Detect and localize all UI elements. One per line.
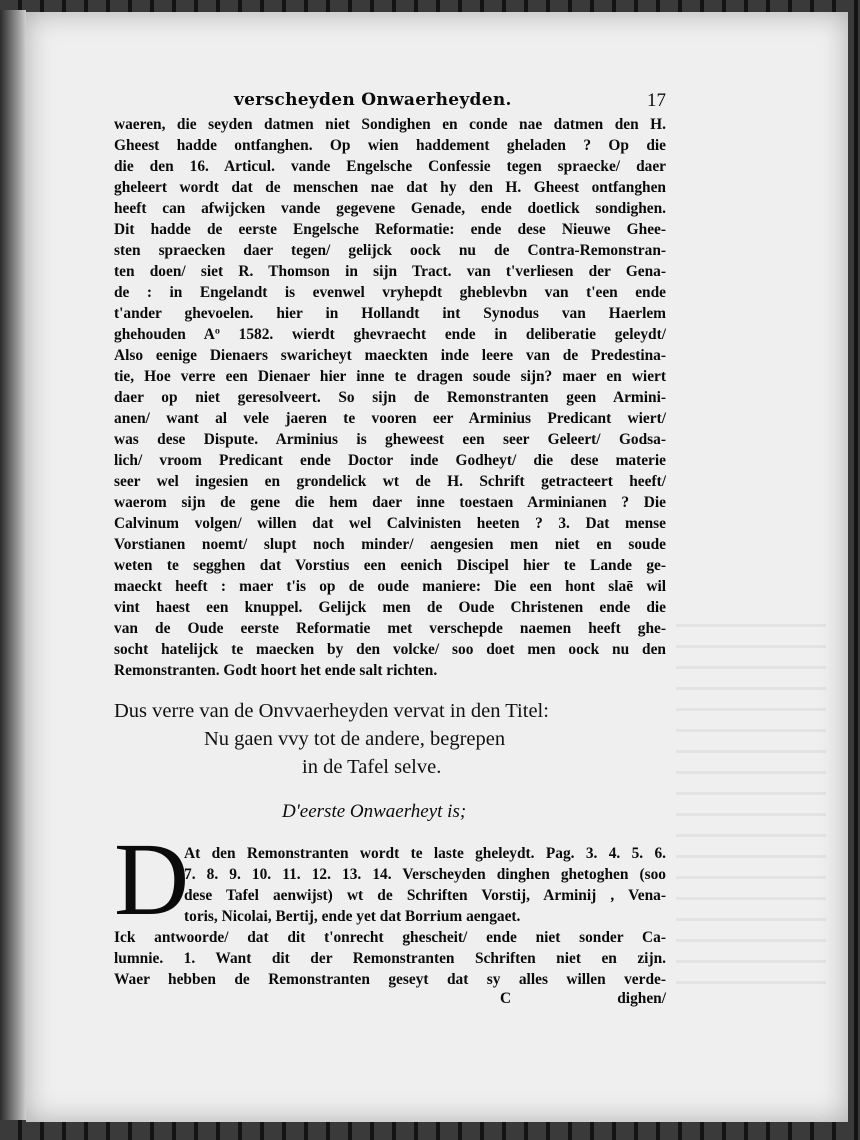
running-head [114, 90, 666, 112]
text-line: anen/ want al vele jaeren te vooren eer Arminius Predicant wiert/ [114, 410, 666, 427]
summary-line: in de Tafel selve. [302, 756, 442, 778]
text-line: Remonstranten. Godt hoort het ende salt richten. [114, 662, 438, 679]
summary-line: Dus verre van de Onvvaerheyden vervat in den Titel: [114, 700, 549, 722]
text-line: ten doen/ siet R. Thomson in sijn Tract. van t'verliesen der Gena- [114, 263, 666, 280]
text-line: 7. 8. 9. 10. 11. 12. 13. 14. Verscheyden dinghen ghetoghen (soo [184, 866, 666, 883]
page-number: 17 [647, 90, 666, 111]
summary-statement [114, 697, 666, 781]
text-line: lumnie. 1. Want dit der Remonstranten Schriften niet en zijn. [114, 950, 666, 967]
text-line: van de Oude eerste Reformatie met verschepde naemen heeft ghe- [114, 620, 666, 637]
text-block [114, 90, 666, 1014]
text-line: Ick antwoorde/ dat dit t'onrecht ghescheit/ ende niet sonder Ca- [114, 929, 666, 946]
book-page [26, 12, 848, 1122]
text-line: maeckt heeft : maer t'is op de oude maniere: Die een hont slaē wil [114, 578, 666, 595]
text-line: ghehouden Aº 1582. wierdt ghevraecht ende in deliberatie geleydt/ [114, 326, 666, 343]
show-through-text [676, 624, 826, 984]
paragraph-1 [114, 114, 666, 681]
text-line: gheleert wordt dat de menschen nae dat hy den H. Gheest ontfanghen [114, 179, 666, 196]
text-line: weten te segghen dat Vorstius een eenich Discipel hier te Lande ge- [114, 557, 666, 574]
signature-mark: C [500, 990, 512, 1007]
text-line: Calvinum volgen/ willen dat wel Calvinisten heeten ? 3. Dat mense [114, 515, 666, 532]
text-line: sten spraecken daer tegen/ gelijck oock nu de Contra-Remonstran- [114, 242, 666, 259]
text-line: waeren, die seyden datmen niet Sondighen en conde nae datmen den H. [114, 116, 666, 133]
catchword: dighen/ [617, 990, 666, 1007]
running-title: verscheyden Onwaerheyden. [234, 90, 512, 110]
facing-page-edge [0, 10, 26, 1120]
text-line: t'ander ghevoelen. hier in Hollandt int Synodus van Haerlem [114, 305, 666, 322]
paragraph-2 [114, 822, 666, 990]
text-line: socht hatelijck te maecken by den volcke/ soo doet men oock nu den [114, 641, 666, 658]
summary-line: Nu gaen vvy tot de andere, begrepen [204, 728, 506, 750]
text-line: waerom sijn de gene die hem daer inne toestaen Arminianen ? Die [114, 494, 666, 511]
text-line: seer wel ingesien en grondelick wt de H. Schrift getracteert heeft/ [114, 473, 666, 490]
text-line: toris, Nicolai, Bertij, ende yet dat Borrium aengaet. [184, 908, 521, 925]
text-line: Waer hebben de Remonstranten geseyt dat sy alles willen verde- [114, 971, 666, 988]
section-heading: D'eerste Onwaerheyt is; [282, 801, 467, 822]
drop-capital: D [114, 822, 190, 937]
text-line: tie, Hoe verre een Dienaer hier inne te dragen soude sijn? maer en wiert [114, 368, 666, 385]
text-line: Gheest hadde ontfanghen. Op wien haddement gheladen ? Op die [114, 137, 666, 154]
text-line: lich/ vroom Predicant ende Doctor inde Godheyt/ die dese materie [114, 452, 666, 469]
text-line: de : in Engelandt is evenwel vryhepdt gheblevbn van t'een ende [114, 284, 666, 301]
text-line: At den Remonstranten wordt te laste gheleydt. Pag. 3. 4. 5. 6. [184, 845, 666, 862]
text-line: daer op niet geresolveert. So sijn de Remonstranten geen Armini- [114, 389, 666, 406]
text-line: heeft can afwijcken vande gegevene Genade, ende doetlick sondighen. [114, 200, 666, 217]
text-line: vint haest een knuppel. Gelijck men de Oude Christenen ende die [114, 599, 666, 616]
text-line: Also eenige Dienaers swaricheyt maeckten inde leere van de Predestina- [114, 347, 666, 364]
text-line: die den 16. Articul. vande Engelsche Confessie tegen spraecke/ daer [114, 158, 666, 175]
text-line: Dit hadde de eerste Engelsche Reformatie: ende dese Nieuwe Ghee- [114, 221, 666, 238]
text-line: dese Tafel aenwijst) wt de Schriften Vorstij, Arminij , Vena- [184, 887, 666, 904]
text-line: was dese Dispute. Arminius is gheweest een seer Geleert/ Godsa- [114, 431, 666, 448]
page-footer [114, 990, 666, 1014]
text-line: Vorstianen noemt/ slupt noch minder/ aengesien men niet en soude [114, 536, 666, 553]
